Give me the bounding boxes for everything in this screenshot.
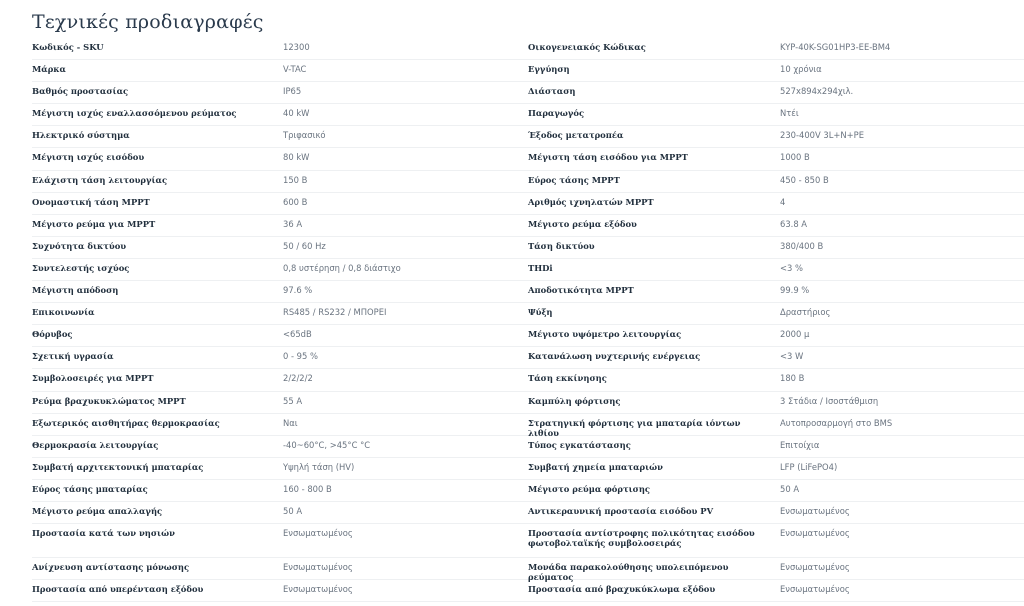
spec-row (528, 369, 1024, 391)
spec-row (528, 347, 1024, 369)
spec-value: 99.9 % (780, 285, 810, 296)
spec-value: 450 - 850 В (780, 174, 829, 185)
spec-label: Συχνότητα δικτύου (32, 240, 127, 251)
spec-row (528, 60, 1024, 82)
spec-label: Μέγιστη τάση εισόδου για MPPT (528, 152, 688, 163)
spec-label: THDi (528, 262, 553, 273)
spec-row (528, 82, 1024, 104)
spec-value: 10 χρόνια (780, 64, 822, 75)
spec-row (32, 369, 528, 391)
spec-row (528, 580, 1024, 602)
spec-label: Συντελεστής ισχύος (32, 262, 130, 273)
spec-label: Ελάχιστη τάση λειτουργίας (32, 174, 168, 185)
spec-value: Δραστήριος (780, 307, 831, 318)
spec-value: 4 (780, 196, 786, 207)
specs-section (32, 0, 1024, 602)
spec-value: 180 В (780, 373, 805, 384)
spec-label: Παραγωγός (528, 108, 585, 119)
spec-row (528, 38, 1024, 60)
spec-value: Ντέι (780, 108, 799, 119)
spec-label: Τάση δικτύου (528, 240, 595, 251)
spec-row (528, 325, 1024, 347)
spec-value: RS485 / RS232 / ΜΠΟΡΕΙ (283, 307, 387, 318)
spec-row (32, 281, 528, 303)
spec-row (32, 392, 528, 414)
spec-row (528, 502, 1024, 524)
spec-value: Ενσωματωμένος (780, 562, 850, 573)
spec-value: KYP-40K-SG01HP3-EE-BM4 (780, 42, 891, 52)
spec-value: Αυτοπροσαρμογή στο BMS (780, 417, 893, 428)
spec-label: Προστασία από βραχυκύκλωμα εξόδου (528, 584, 716, 595)
spec-row (32, 502, 528, 524)
spec-label: Μέγιστο υψόμετρο λειτουργίας (528, 329, 682, 340)
spec-label: Τύπος εγκατάστασης (528, 439, 631, 450)
spec-value: 380/400 В (780, 240, 824, 251)
spec-value: 0 - 95 % (283, 351, 318, 362)
spec-value: Ενσωματωμένος (283, 528, 353, 539)
spec-value: 36 A (283, 218, 303, 229)
spec-label: Αριθμός ιχνηλατών MPPT (528, 196, 654, 207)
spec-value: 40 kW (283, 108, 310, 119)
spec-label: Θερμοκρασία λειτουργίας (32, 439, 159, 450)
spec-label: Επικοινωνία (32, 307, 95, 318)
spec-row (528, 458, 1024, 480)
spec-row (528, 524, 1024, 558)
spec-value: Υψηλή τάση (HV) (283, 461, 355, 472)
spec-row (528, 104, 1024, 126)
spec-value: Τριφασικό (283, 130, 326, 141)
spec-value: -40~60°C, >45°C °C (283, 439, 371, 450)
spec-value: 160 - 800 В (283, 483, 332, 494)
spec-value: <3 W (780, 351, 804, 362)
spec-row (528, 392, 1024, 414)
specs-table (32, 38, 1024, 602)
spec-label: Συμβατή χημεία μπαταριών (528, 461, 663, 472)
spec-value: 600 В (283, 196, 308, 207)
spec-row (32, 480, 528, 502)
spec-label: Μέγιστη απόδοση (32, 285, 119, 296)
spec-value: Ενσωματωμένος (780, 505, 850, 516)
spec-value: <65dB (283, 329, 312, 340)
spec-row (32, 558, 528, 580)
spec-label: Μέγιστη ισχύς εισόδου (32, 152, 145, 163)
spec-value: Ενσωματωμένος (780, 528, 850, 539)
spec-row (528, 303, 1024, 325)
spec-row (528, 215, 1024, 237)
spec-row (528, 281, 1024, 303)
spec-value: 2000 μ (780, 329, 810, 340)
spec-value: 3 Στάδια / Ισοστάθμιση (780, 395, 879, 406)
spec-value: 50 A (283, 505, 303, 516)
spec-row (528, 171, 1024, 193)
spec-label: Ψύξη (528, 307, 553, 318)
spec-value: 527x894x294χιλ. (780, 86, 854, 97)
spec-label: Εξωτερικός αισθητήρας θερμοκρασίας (32, 417, 220, 428)
spec-row (32, 126, 528, 148)
spec-row (528, 148, 1024, 170)
spec-label: Μέγιστο ρεύμα εξόδου (528, 218, 637, 229)
spec-label: Εύρος τάσης μπαταρίας (32, 483, 148, 494)
spec-row (32, 215, 528, 237)
spec-value: 150 В (283, 174, 308, 185)
section-title: Τεχνικές προδιαγραφές (32, 11, 264, 33)
spec-value: 12300 (283, 42, 310, 52)
spec-row (528, 126, 1024, 148)
spec-row (528, 193, 1024, 215)
spec-label: Θόρυβος (32, 329, 73, 340)
spec-row (32, 193, 528, 215)
spec-label: Μέγιστη ισχύς εναλλασσόμενου ρεύματος (32, 108, 237, 119)
spec-label: Κατανάλωση νυχτερινής ενέργειας (528, 351, 701, 362)
spec-value: Επιτοίχια (780, 439, 820, 450)
spec-label: Μέγιστο ρεύμα φόρτισης (528, 483, 651, 494)
spec-row (528, 414, 1024, 436)
spec-row (32, 347, 528, 369)
specs-column-right (528, 38, 1024, 602)
spec-row (32, 436, 528, 458)
spec-row (32, 458, 528, 480)
spec-value: IP65 (283, 86, 302, 97)
spec-label: Ρεύμα βραχυκυκλώματος MPPT (32, 395, 186, 406)
spec-value: Ενσωματωμένος (283, 562, 353, 573)
spec-value: 1000 В (780, 152, 810, 163)
spec-value: 50 A (780, 483, 800, 494)
spec-label: Έξοδος μετατροπέα (528, 130, 624, 141)
spec-label: Ονομαστική τάση MPPT (32, 196, 150, 207)
spec-value: 97.6 % (283, 285, 313, 296)
spec-row (528, 237, 1024, 259)
spec-label: Μονάδα παρακολούθησης υπολειπόμενου ρεύματος (528, 562, 729, 583)
spec-label: Μέγιστο ρεύμα απαλλαγής (32, 505, 163, 516)
spec-value: Ενσωματωμένος (780, 584, 850, 595)
spec-value: 63.8 A (780, 218, 808, 229)
spec-value: 80 kW (283, 152, 310, 163)
spec-label: Ηλεκτρικό σύστημα (32, 130, 130, 141)
spec-row (32, 38, 528, 60)
spec-row (32, 259, 528, 281)
specs-column-left (32, 38, 528, 602)
spec-label: Προστασία αντίστροφης πολικότητας εισόδου φωτοβολταϊκής συμβολοσειράς (528, 528, 755, 549)
spec-row (32, 303, 528, 325)
spec-row (528, 436, 1024, 458)
spec-label: Στρατηγική φόρτισης για μπαταρία ιόντων λιθίου (528, 417, 741, 438)
spec-value: Ενσωματωμένος (283, 584, 353, 595)
spec-value: 230-400V 3L+N+PE (780, 130, 865, 141)
spec-row (32, 325, 528, 347)
spec-label: Μέγιστο ρεύμα για MPPT (32, 218, 156, 229)
spec-row (32, 524, 528, 558)
spec-label: Βαθμός προστασίας (32, 86, 129, 97)
spec-row (32, 148, 528, 170)
spec-row (32, 60, 528, 82)
spec-label: Αποδοτικότητα MPPT (528, 285, 634, 296)
spec-label: Προστασία κατά των νησιών (32, 528, 175, 539)
spec-value: 50 / 60 Hz (283, 240, 326, 251)
spec-label: Καμπύλη φόρτισης (528, 395, 621, 406)
spec-label: Οικογενειακός Κώδικας (528, 42, 646, 52)
spec-value: V-TAC (283, 64, 307, 75)
spec-row (32, 237, 528, 259)
spec-label: Ανίχνευση αντίστασης μόνωσης (32, 562, 190, 573)
spec-label: Σχετική υγρασία (32, 351, 114, 362)
spec-label: Εύρος τάσης MPPT (528, 174, 620, 185)
spec-label: Τάση εκκίνησης (528, 373, 607, 384)
spec-row (32, 104, 528, 126)
spec-row (32, 580, 528, 602)
spec-value: 55 A (283, 395, 303, 406)
spec-value: 0,8 υστέρηση / 0,8 διάστιχο (283, 262, 401, 273)
spec-row (528, 558, 1024, 583)
spec-value: LFP (LiFePO4) (780, 461, 838, 472)
spec-label: Προστασία από υπερένταση εξόδου (32, 584, 204, 595)
spec-label: Διάσταση (528, 86, 576, 97)
spec-label: Αντικεραυνική προστασία εισόδου PV (528, 505, 714, 516)
spec-value: 2/2/2/2 (283, 373, 313, 384)
spec-value: Ναι (283, 417, 298, 428)
spec-label: Συμβολοσειρές για MPPT (32, 373, 154, 384)
spec-row (32, 171, 528, 193)
spec-row (32, 82, 528, 104)
spec-value: <3 % (780, 262, 803, 273)
spec-row (528, 480, 1024, 502)
spec-label: Κωδικός - SKU (32, 42, 104, 52)
spec-label: Συμβατή αρχιτεκτονική μπαταρίας (32, 461, 204, 472)
spec-label: Εγγύηση (528, 64, 570, 75)
spec-label: Μάρκα (32, 64, 67, 75)
spec-row (32, 414, 528, 436)
spec-row (528, 259, 1024, 281)
